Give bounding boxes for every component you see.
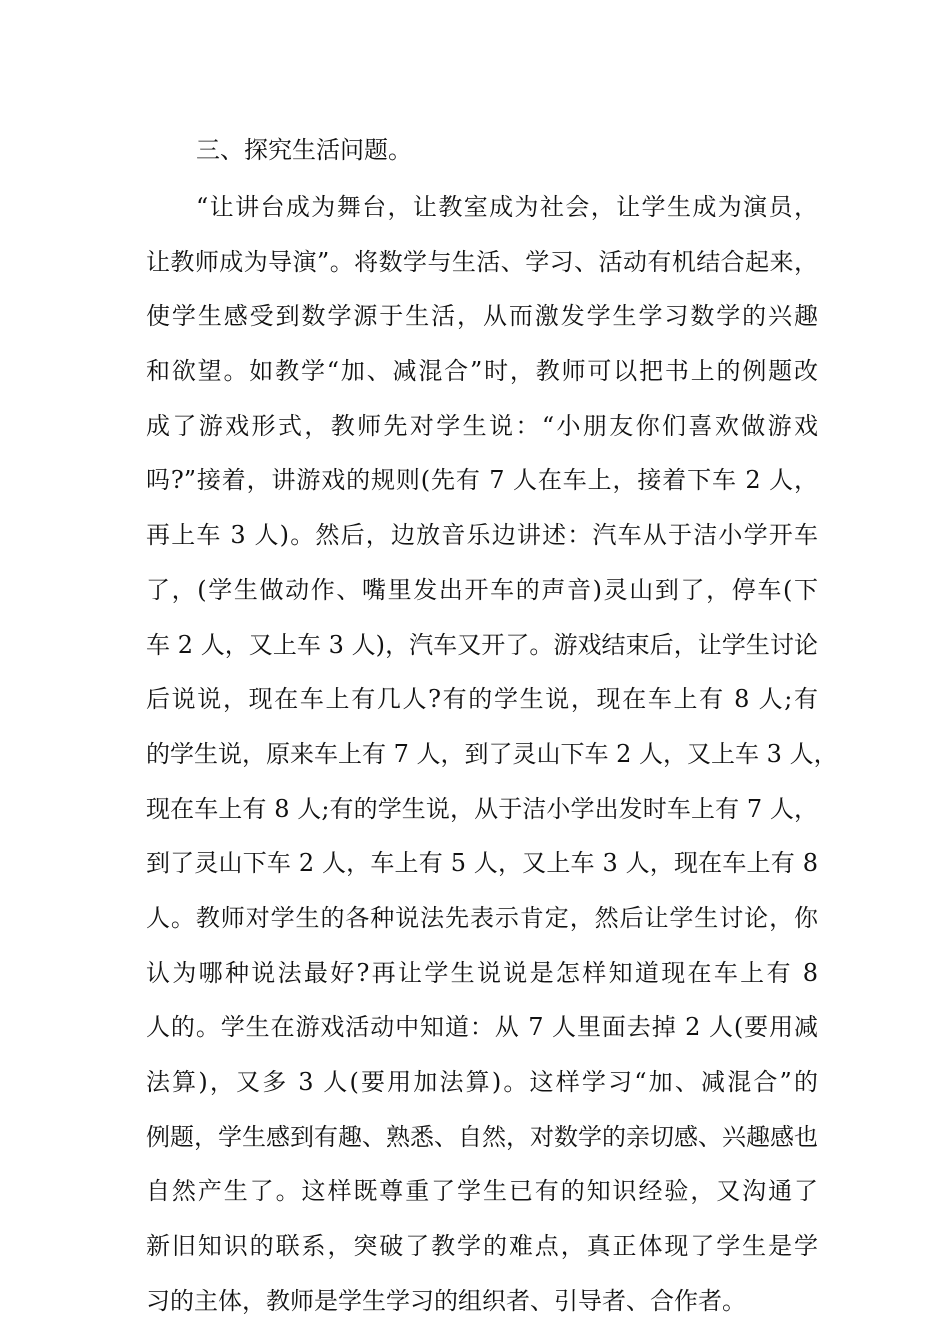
paragraph-line: 现在车上有 8 人;有的学生说，从于洁小学出发时车上有 7 人，	[146, 794, 818, 823]
paragraph-line: 新旧知识的联系，突破了教学的难点，真正体现了学生是学	[146, 1232, 818, 1261]
paragraph-line: 自然产生了。这样既尊重了学生已有的知识经验，又沟通了	[146, 1177, 818, 1206]
paragraph-line: “让讲台成为舞台，让教室成为社会，让学生成为演员，	[196, 193, 818, 221]
paragraph-line: 法算)，又多 3 人(要用加法算)。这样学习“加、减混合”的	[146, 1068, 818, 1096]
paragraph-line: 吗?”接着，讲游戏的规则(先有 7 人在车上，接着下车 2 人，	[146, 466, 818, 495]
paragraph-line: 后说说，现在车上有几人?有的学生说，现在车上有 8 人;有	[146, 685, 818, 714]
paragraph-line: 的学生说，原来车上有 7 人，到了灵山下车 2 人，又上车 3 人，	[146, 739, 838, 768]
paragraph-line: 人。教师对学生的各种说法先表示肯定，然后让学生讨论，你	[146, 903, 818, 932]
paragraph	[146, 180, 838, 1328]
paragraph-line: 和欲望。如教学“加、减混合”时，教师可以把书上的例题改	[146, 357, 818, 386]
paragraph-line: 了，(学生做动作、嘴里发出开车的声音)灵山到了，停车(下	[146, 575, 818, 604]
paragraph-line: 认为哪种说法最好?再让学生说说是怎样知道现在车上有 8	[146, 958, 818, 987]
section-heading: 三、探究生活问题。	[196, 136, 412, 164]
paragraph-line: 成了游戏形式，教师先对学生说：“小朋友你们喜欢做游戏	[146, 411, 818, 440]
paragraph-line: 到了灵山下车 2 人，车上有 5 人，又上车 3 人，现在车上有 8	[146, 849, 818, 878]
paragraph-line: 再上车 3 人)。然后，边放音乐边讲述：汽车从于洁小学开车	[146, 521, 818, 550]
paragraph-line: 例题，学生感到有趣、熟悉、自然，对数学的亲切感、兴趣感也	[146, 1122, 818, 1151]
paragraph-line: 车 2 人，又上车 3 人)，汽车又开了。游戏结束后，让学生讨论	[146, 630, 818, 659]
paragraph-line: 让教师成为导演”。将数学与生活、学习、活动有机结合起来，	[146, 247, 818, 276]
paragraph-line: 使学生感受到数学源于生活，从而激发学生学习数学的兴趣	[146, 302, 818, 331]
paragraph-line: 习的主体，教师是学生学习的组织者、引导者、合作者。	[146, 1286, 746, 1315]
paragraph-line: 人的。学生在游戏活动中知道：从 7 人里面去掉 2 人(要用减	[146, 1013, 818, 1042]
